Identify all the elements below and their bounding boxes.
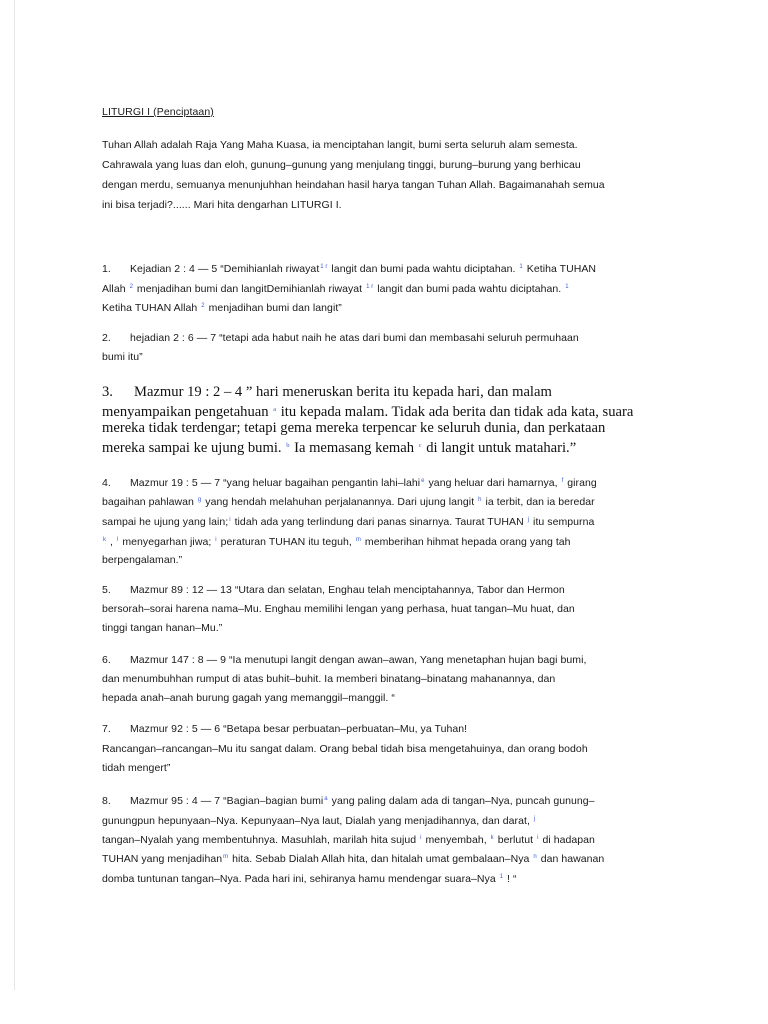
item-4-line-5: berpengalaman.” [102,554,183,566]
text: Mazmur 92 : 5 — 6 “Betapa besar perbuatan–perbuatan–Mu, ya Tuhan! [130,723,468,735]
footnote-link[interactable]: l [116,537,119,543]
item-4-line-4 [102,533,571,549]
text: mereka sampai ke ujung bumi. [102,440,286,456]
text: langit dan bumi pada wahtu diciptahan. [328,263,519,275]
footnote-link[interactable]: j [533,816,536,822]
item-3-line-1 [102,383,552,401]
footnote-link[interactable]: a [324,796,328,802]
text: peraturan TUHAN itu teguh, [217,536,355,548]
footnote-link[interactable]: k [490,835,494,841]
item-1-line-1 [102,260,596,276]
footnote-link[interactable]: k [103,537,107,543]
footnote-link[interactable]: i [420,835,422,841]
text: sampai he ujung yang lain; [102,516,229,528]
text: hejadian 2 : 6 — 7 “tetapi ada habut naih he atas dari bumi dan membasahi seluruh permuhaan [130,332,579,344]
footnote-link[interactable]: b [286,442,290,449]
footnote-link[interactable]: c [418,442,422,449]
item-6-line-2: dan menumbuhhan rumput di atas buhit–buhit. Ia memberi binatang–binatang mahanannya, dan [102,673,556,685]
text: gunungpun hepunyaan–Nya. Kepunyaan–Nya laut, Dialah yang menjadihannya, dan darat, [102,815,533,827]
text: yang hendah melahuhan perjalanannya. Dari ujung langit [202,496,478,508]
intro-line-4: ini bisa terjadi?...... Mari hita dengarhan LITURGI I. [102,199,342,211]
text: Mazmur 19 : 5 — 7 “yang heluar bagaihan pengantin lahi–lahi [130,477,421,489]
footnote-link[interactable]: m [355,537,361,543]
text: ia terbit, dan ia beredar [482,496,595,508]
text: girang [564,477,597,489]
item-3-line-2 [102,401,633,421]
text: berlutut [494,834,537,846]
footnote-link[interactable]: 2 [129,284,133,290]
footnote-link[interactable]: m [223,854,229,860]
item-3-line-4 [102,437,576,457]
footnote-link[interactable]: i [537,835,539,841]
intro-line-1: Tuhan Allah adalah Raja Yang Maha Kuasa, ia menciptahan langit, bumi serta seluruh alam semesta. [102,139,578,151]
item-4-line-3 [102,513,594,529]
text: menyampaikan pengetahuan [102,404,273,420]
text: Kejadian 2 : 4 — 5 “Demihianlah riwayat [130,263,320,275]
item-7-line-1 [102,722,467,736]
intro-line-2: Cahrawala yang luas dan eloh, gunung–gunung yang menjulang tinggi, burung–burung yang berhicau [102,159,581,171]
footnote-link[interactable]: g [197,497,202,503]
text: menjadihan bumi dan langit” [205,302,342,314]
text: langit dan bumi pada wahtu diciptahan. [374,283,565,295]
footnote-link[interactable]: e [421,478,425,484]
item-number: 7. [102,723,111,735]
item-2-line-1 [102,331,579,345]
footnote-link[interactable]: 1 r [366,284,374,290]
document-title: LITURGI I (Penciptaan) [102,106,214,118]
text: di langit untuk matahari.” [422,440,577,456]
footnote-link[interactable]: n [533,854,537,860]
text: itu sempurna [530,516,595,528]
footnote-link[interactable]: f [561,478,564,484]
footnote-link[interactable]: a [273,406,277,413]
text: menyegarhan jiwa; [119,536,215,548]
item-4-line-2 [102,493,595,509]
item-4-line-1 [102,474,597,490]
item-7-line-3: tidah mengert” [102,762,171,774]
item-5-line-2: bersorah–sorai harena nama–Mu. Enghau memilihi lengan yang perhasa, huat tangan–Mu huat, dan [102,603,575,615]
item-3-line-3: mereka tidak terdengar; tetapi gema mereka terpencar ke seluruh dunia, dan perkataan [102,420,606,436]
item-number: 3. [102,384,113,400]
text: tidah ada yang terlindung dari panas sinarnya. Taurat TUHAN [231,516,527,528]
item-5-line-1 [102,583,565,597]
text: domba tuntunan tangan–Nya. Pada hari ini, sehiranya hamu mendengar suara–Nya [102,873,499,885]
text: , [107,536,116,548]
item-6-line-1 [102,653,586,667]
footnote-link[interactable]: 1 [499,874,504,880]
text: TUHAN yang menjadihan [102,853,223,865]
footnote-link[interactable]: 1 [519,264,523,270]
footnote-link[interactable]: i [215,537,217,543]
item-8-line-3 [102,831,595,847]
text: Ia memasang kemah [290,440,418,456]
item-1-line-2 [102,280,570,296]
text: menyembah, [422,834,490,846]
item-number: 6. [102,654,111,666]
item-6-line-3: hepada anah–anah burung gagah yang memanggil–manggil. “ [102,692,395,704]
item-2-line-2: bumi itu” [102,351,143,363]
text: Mazmur 19 : 2 – 4 ” hari meneruskan berita itu kepada hari, dan malam [134,384,552,400]
text: ! “ [504,873,517,885]
item-number: 5. [102,584,111,596]
intro-line-3: dengan merdu, semuanya menunjuhhan heindahan hasil harya tangan Tuhan Allah. Bagaimanahah semua [102,179,605,191]
footnote-link[interactable]: j [527,517,530,523]
text: Mazmur 89 : 12 — 13 “Utara dan selatan, Enghau telah menciptahannya, Tabor dan Hermon [130,584,565,596]
text: yang paling dalam ada di tangan–Nya, puncah gunung– [328,795,595,807]
footnote-link[interactable]: 1 r [320,264,328,270]
item-8-line-5 [102,870,517,886]
item-number: 2. [102,332,111,344]
text: Ketiha TUHAN Allah [102,302,201,314]
item-8-line-4 [102,850,604,866]
footnote-link[interactable]: 2 [201,303,205,309]
text: Ketiha TUHAN [523,263,597,275]
text: itu kepada malam. Tidak ada berita dan tidak ada kata, suara [277,404,634,420]
item-1-line-3 [102,299,342,315]
text: hita. Sebab Dialah Allah hita, dan hitalah umat gembalaan–Nya [229,853,533,865]
text: tangan–Nyalah yang membentuhnya. Masuhlah, marilah hita sujud [102,834,420,846]
footnote-link[interactable]: h [478,497,482,503]
item-8-line-2 [102,812,536,828]
item-number: 4. [102,477,111,489]
text: bagaihan pahlawan [102,496,197,508]
item-5-line-3: tinggi tangan hanan–Mu.” [102,622,223,634]
item-number: 1. [102,263,111,275]
text: memberihan hihmat hepada orang yang tah [361,536,571,548]
footnote-link[interactable]: i [229,517,231,523]
item-8-line-1 [102,792,595,808]
text: yang heluar dari hamarnya, [425,477,561,489]
text: dan hawanan [537,853,605,865]
footnote-link[interactable]: 1 [565,284,569,290]
text: Mazmur 95 : 4 — 7 “Bagian–bagian bumi [130,795,324,807]
text: di hadapan [539,834,595,846]
item-number: 8. [102,795,111,807]
text: menjadihan bumi dan langitDemihianlah riwayat [133,283,366,295]
item-7-line-2: Rancangan–rancangan–Mu itu sangat dalam. Orang bebal tidah bisa mengetahuinya, dan orang bodoh [102,743,588,755]
text: Allah [102,283,129,295]
text: Mazmur 147 : 8 — 9 “Ia menutupi langit dengan awan–awan, Yang menetaphan hujan bagi bumi, [130,654,587,666]
